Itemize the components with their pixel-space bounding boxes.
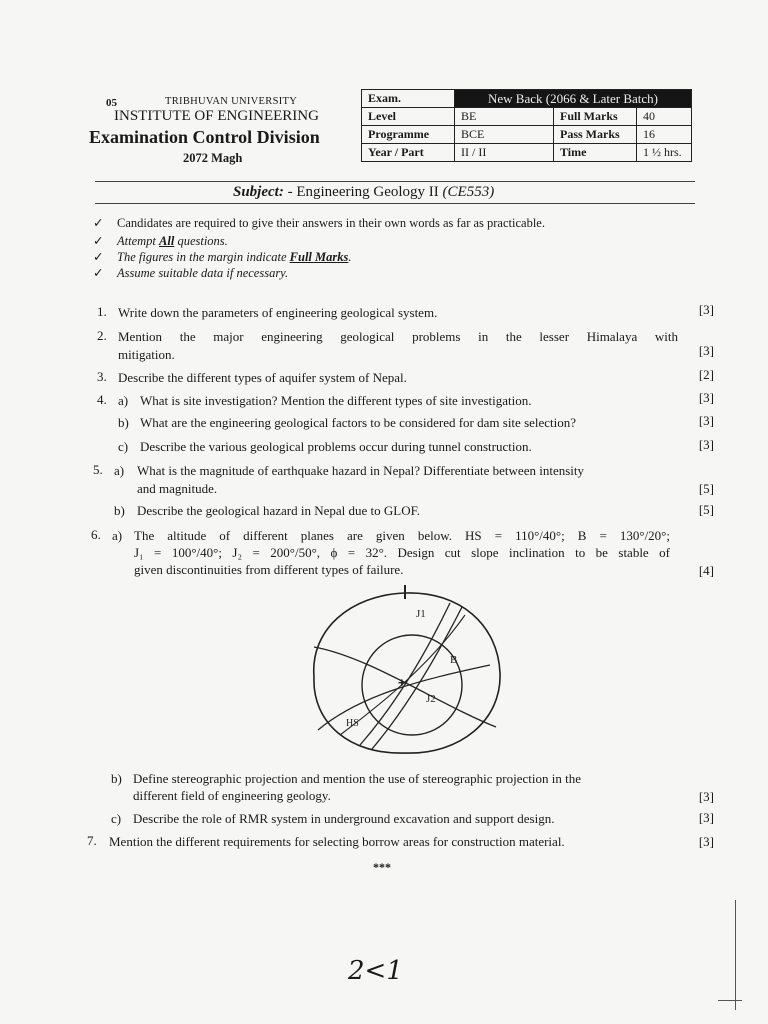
institute-name: INSTITUTE OF ENGINEERING: [114, 108, 319, 124]
exam-value: New Back (2066 & Later Batch): [455, 90, 692, 108]
check-icon: ✓: [93, 234, 104, 248]
q1-number: 1.: [97, 304, 107, 319]
time-label: Time: [554, 144, 637, 162]
q4a-marks: [3]: [698, 390, 714, 405]
exam-label: Exam.: [362, 90, 455, 108]
q5a-text-line1: What is the magnitude of earthquake hazard in Nepal? Differentiate between intensity: [137, 463, 584, 478]
q3-text: Describe the different types of aquifer system of Nepal.: [118, 370, 407, 385]
q5a-text-line2: and magnitude.: [137, 481, 218, 496]
q6a-text-line1: The altitude of different planes are given below. HS = 110°/40°; B = 130°/20°;: [134, 528, 670, 543]
center-plus-icon: +: [398, 675, 406, 690]
subject-code: (CE553): [442, 184, 495, 200]
level-label: Level: [362, 108, 455, 126]
q5b-sub: b): [114, 503, 125, 518]
q6a-marks: [4]: [698, 563, 714, 578]
level-value: BE: [455, 108, 554, 126]
q4c-text: Describe the various geological problems occur during tunnel construction.: [140, 439, 532, 454]
q6a-text-line2: J₁ = 100°/40°; J₂ = 200°/50°, ϕ = 32°. Design cut slope inclination to be stable of: [134, 545, 670, 560]
programme-value: BCE: [455, 126, 554, 144]
handwritten-page-mark: 2<1: [348, 956, 403, 986]
q4b-text: What are the engineering geological factors to be considered for dam site selection?: [140, 415, 577, 430]
q2-text-line2: mitigation.: [118, 347, 175, 362]
q7-text: Mention the different requirements for selecting borrow areas for construction material.: [109, 834, 565, 849]
q6-number: 6.: [91, 527, 101, 542]
year-part-value: II / II: [455, 144, 554, 162]
pass-marks-value: 16: [637, 126, 692, 144]
q4b-sub: b): [118, 415, 129, 430]
q6c-sub: c): [111, 811, 122, 826]
q7-marks: [3]: [698, 834, 714, 849]
q6b-text-line2: different field of engineering geology.: [133, 788, 331, 803]
q5a-marks: [5]: [698, 481, 714, 496]
label-b: B: [450, 654, 458, 666]
check-icon: ✓: [93, 266, 104, 280]
label-hs: HS: [346, 718, 359, 729]
q4-number: 4.: [97, 392, 107, 407]
q5-number: 5.: [93, 462, 103, 477]
time-value: 1 ½ hrs.: [637, 144, 692, 162]
subject-line: [233, 184, 494, 201]
programme-label: Programme: [362, 126, 455, 144]
rule-top: [95, 181, 695, 182]
rule-bottom: [95, 203, 695, 204]
instruction-4: ✓ Assume suitable data if necessary.: [93, 266, 289, 280]
q6b-sub: b): [111, 771, 122, 786]
q1-text: Write down the parameters of engineering geological system.: [118, 305, 438, 320]
q6b-text-line1: Define stereographic projection and mention the use of stereographic projection in the: [133, 771, 581, 786]
stereonet-diagram: [300, 585, 510, 760]
full-marks-value: 40: [637, 108, 692, 126]
q4a-text: What is site investigation? Mention the different types of site investigation.: [140, 393, 532, 408]
q5b-marks: [5]: [698, 502, 714, 517]
subject-name: - Engineering Geology II: [287, 184, 439, 200]
primitive-circle: [314, 593, 500, 753]
q2-number: 2.: [97, 328, 107, 343]
division-name: Examination Control Division: [89, 127, 320, 147]
university-name: TRIBHUVAN UNIVERSITY: [165, 96, 298, 107]
q3-number: 3.: [97, 369, 107, 384]
instruction-1: ✓ Candidates are required to give their answers in their own words as far as practicable.: [93, 216, 545, 230]
q2-marks: [3]: [698, 343, 714, 358]
exam-code: 05: [106, 97, 117, 109]
q4a-sub: a): [118, 393, 129, 408]
great-circle-j1a: [360, 603, 450, 745]
q6b-marks: [3]: [698, 789, 714, 804]
q5a-sub: a): [114, 463, 125, 478]
q3-marks: [2]: [698, 367, 714, 382]
check-icon: ✓: [93, 250, 104, 264]
instruction-3: ✓ The figures in the margin indicate Full Marks.: [93, 250, 352, 264]
end-stars: ***: [373, 860, 391, 874]
check-icon: ✓: [93, 216, 104, 230]
subject-label: Subject:: [233, 184, 284, 200]
q4b-marks: [3]: [698, 413, 714, 428]
exam-info-table: [361, 89, 692, 162]
full-marks-label: Full Marks: [554, 108, 637, 126]
pass-marks-label: Pass Marks: [554, 126, 637, 144]
q5b-text: Describe the geological hazard in Nepal due to GLOF.: [137, 503, 421, 518]
friction-cone: [362, 635, 462, 735]
q2-text-line1: Mention the major engineering geological problems in the lesser Himalaya with: [118, 329, 678, 344]
q6c-text: Describe the role of RMR system in underground excavation and support design.: [133, 811, 555, 826]
q7-number: 7.: [87, 833, 97, 848]
label-j1: J1: [416, 608, 426, 620]
q4c-sub: c): [118, 439, 129, 454]
q1-marks: [3]: [698, 302, 714, 317]
scan-mark: [735, 900, 736, 1010]
q6a-sub: a): [112, 528, 123, 543]
q6a-text-line3: given discontinuities from different types of failure.: [134, 562, 404, 577]
instruction-2: ✓ Attempt All questions.: [93, 234, 228, 248]
scan-mark: [718, 1000, 742, 1001]
label-j2: J2: [426, 693, 436, 705]
q4c-marks: [3]: [698, 437, 714, 452]
session-year: 2072 Magh: [183, 151, 243, 165]
q6c-marks: [3]: [698, 810, 714, 825]
year-part-label: Year / Part: [362, 144, 455, 162]
